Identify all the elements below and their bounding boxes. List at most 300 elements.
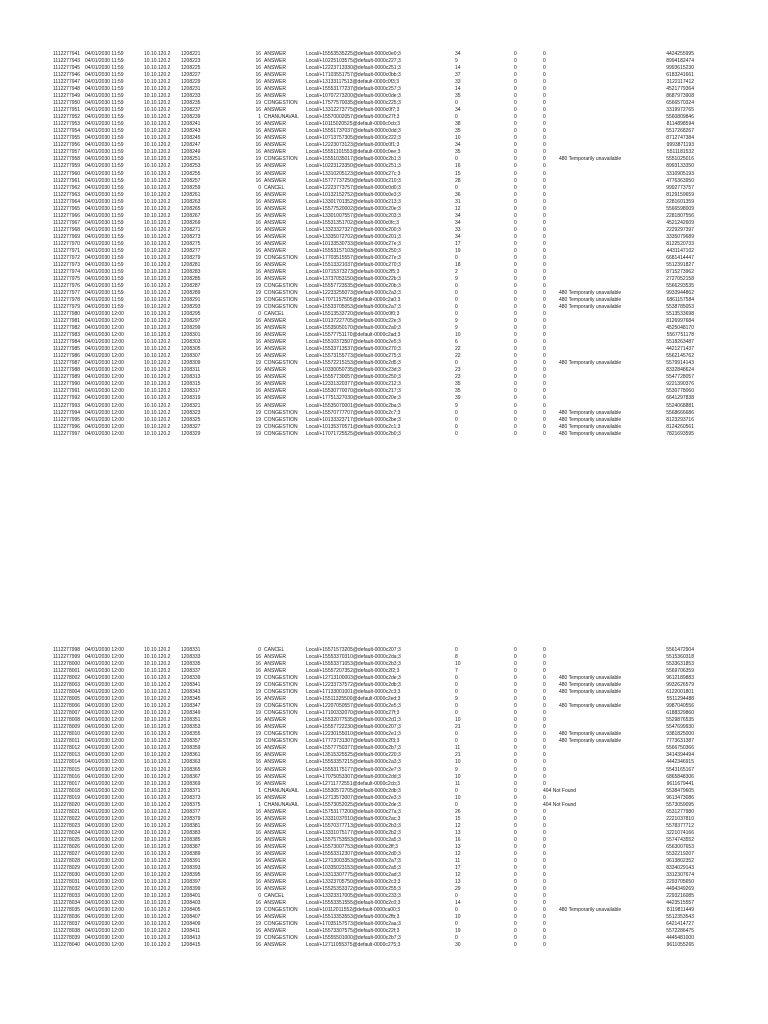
call-id-cell: 1112278026 — [53, 843, 81, 850]
disposition-status-cell: ANSWER — [264, 886, 286, 893]
disposition-status-cell: ANSWER — [264, 72, 286, 79]
ip-address-cell: 10.10.120.2 — [144, 332, 171, 339]
flag-b-cell: 404 Not Found — [543, 787, 577, 794]
phone-number-cell: 4521242609 — [666, 219, 694, 226]
flag-a-cell: 0 — [514, 402, 517, 409]
flag-a-cell: 0 — [514, 787, 517, 794]
flag-b-cell: 0 — [543, 914, 546, 921]
duration-cell: 0 — [455, 647, 458, 653]
sequence-id-cell: 1208365 — [181, 766, 201, 773]
phone-number-cell: 5568666686 — [666, 409, 694, 416]
disposition-status-cell: ANSWER — [264, 247, 286, 254]
ip-address-cell: 10.10.120.2 — [144, 745, 171, 752]
reason-cell: 480 Temporarily unavailable — [559, 689, 622, 696]
disposition-code-cell: 16 — [255, 177, 261, 184]
disposition-code-cell: 19 — [255, 703, 261, 710]
disposition-code-cell: 19 — [255, 675, 261, 682]
disposition-code-cell: 16 — [255, 275, 261, 282]
sequence-id-cell: 1208389 — [181, 850, 201, 857]
flag-a-cell: 0 — [514, 325, 517, 332]
call-id-cell: 1112278007 — [53, 710, 81, 717]
call-id-cell: 1112277953 — [53, 121, 81, 128]
sequence-id-cell: 1208231 — [181, 86, 201, 93]
flag-a-cell: 0 — [514, 675, 517, 682]
channel-cell: Local/+13737053150@default-0000c22b;3 — [306, 275, 401, 282]
channel-cell: Local/+12233737572@default-0000c2db;3 — [306, 682, 401, 689]
call-id-cell: 1112277948 — [53, 86, 81, 93]
flag-b-cell: 0 — [543, 100, 546, 107]
datetime-cell: 04/01/2030 12:00 — [85, 787, 124, 794]
phone-number-cell: 3221074166 — [666, 829, 694, 836]
flag-b-cell: 0 — [543, 766, 546, 773]
duration-cell: 0 — [455, 689, 458, 696]
phone-number-cell: 9987040556 — [666, 703, 694, 710]
duration-cell: 0 — [455, 921, 458, 928]
flag-b-cell: 0 — [543, 689, 546, 696]
sequence-id-cell: 1208253 — [181, 163, 201, 170]
channel-cell: Local/+15535070001@default-0000c2ba;3 — [306, 402, 401, 409]
channel-cell: Local/+15533713537@default-0000c270;3 — [306, 346, 401, 353]
ip-address-cell: 10.10.120.2 — [144, 815, 171, 822]
flag-b-cell: 0 — [543, 416, 546, 423]
channel-cell: Local/+13133117513@default-0000c0f3;3 — [306, 79, 399, 86]
channel-cell: Local/+13323327327@default-0000c200;3 — [306, 226, 401, 233]
flag-b-cell: 0 — [543, 430, 546, 437]
channel-cell: Local/+10112011552@default-0000ca00;3 — [306, 907, 400, 914]
flag-a-cell: 0 — [514, 121, 517, 128]
disposition-code-cell: 0 — [258, 647, 261, 653]
datetime-cell: 04/01/2030 11:59 — [85, 79, 124, 86]
call-id-cell: 1112278023 — [53, 822, 81, 829]
disposition-status-cell: ANSWER — [264, 829, 286, 836]
duration-cell: 0 — [455, 710, 458, 717]
phone-number-cell: 8993133350 — [666, 163, 694, 170]
channel-cell: Local/+17133001001@default-0000c2c3;3 — [306, 689, 401, 696]
ip-address-cell: 10.10.120.2 — [144, 100, 171, 107]
duration-cell: 35 — [455, 128, 461, 135]
disposition-status-cell: ANSWER — [264, 177, 286, 184]
datetime-cell: 04/01/2030 11:59 — [85, 233, 124, 240]
phone-number-cell: 5524068881 — [666, 402, 694, 409]
flag-a-cell: 0 — [514, 205, 517, 212]
phone-number-cell: 2229297397 — [666, 226, 694, 233]
call-id-cell: 1112277987 — [53, 360, 81, 367]
phone-number-cell: 5561472904 — [666, 647, 694, 653]
phone-number-cell: 8687973908 — [666, 93, 694, 100]
duration-cell: 9 — [455, 318, 458, 325]
duration-cell: 39 — [455, 395, 461, 402]
disposition-code-cell: 16 — [255, 233, 261, 240]
disposition-code-cell: 16 — [255, 240, 261, 247]
channel-cell: Local/+17075053307@default-0000c2dd;3 — [306, 773, 401, 780]
datetime-cell: 04/01/2030 11:59 — [85, 275, 124, 282]
call-id-cell: 1112278012 — [53, 745, 81, 752]
phone-number-cell: 8124260561 — [666, 423, 694, 430]
reason-cell: 480 Temporarily unavailable — [559, 703, 622, 710]
duration-cell: 12 — [455, 205, 461, 212]
reason-cell: 480 Temporarily unavailable — [559, 675, 622, 682]
call-id-cell: 1112277978 — [53, 297, 81, 304]
ip-address-cell: 10.10.120.2 — [144, 177, 171, 184]
sequence-id-cell: 1208343 — [181, 689, 201, 696]
call-id-cell: 1112278005 — [53, 696, 81, 703]
ip-address-cell: 10.10.120.2 — [144, 51, 171, 57]
call-id-cell: 1112277958 — [53, 156, 81, 163]
flag-a-cell: 0 — [514, 766, 517, 773]
channel-cell: Local/+15577750377@default-0000c2b7;3 — [306, 745, 401, 752]
datetime-cell: 04/01/2030 12:00 — [85, 928, 124, 935]
channel-cell: Local/+15557722230@default-0000c207;3 — [306, 724, 401, 731]
disposition-status-cell: ANSWER — [264, 766, 286, 773]
duration-cell: 34 — [455, 51, 461, 57]
disposition-status-cell: ANSWER — [264, 900, 286, 907]
sequence-id-cell: 1208379 — [181, 815, 201, 822]
disposition-code-cell: 16 — [255, 914, 261, 921]
ip-address-cell: 10.10.120.2 — [144, 878, 171, 885]
sequence-id-cell: 1208245 — [181, 135, 201, 142]
disposition-status-cell: CONGESTION — [264, 675, 298, 682]
flag-b-cell: 0 — [543, 794, 546, 801]
flag-b-cell: 0 — [543, 675, 546, 682]
disposition-code-cell: 19 — [255, 282, 261, 289]
sequence-id-cell: 1208335 — [181, 661, 201, 668]
disposition-code-cell: 16 — [255, 247, 261, 254]
sequence-id-cell: 1208229 — [181, 79, 201, 86]
channel-cell: Local/+13301701352@default-0000c213;3 — [306, 198, 401, 205]
sequence-id-cell: 1208221 — [181, 51, 201, 57]
datetime-cell: 04/01/2030 11:59 — [85, 58, 124, 65]
disposition-code-cell: 19 — [255, 921, 261, 928]
disposition-status-cell: ANSWER — [264, 212, 286, 219]
flag-a-cell: 0 — [514, 864, 517, 871]
duration-cell: 9 — [455, 766, 458, 773]
disposition-status-cell: ANSWER — [264, 850, 286, 857]
call-id-cell: 1112278034 — [53, 900, 81, 907]
disposition-status-cell: CONGESTION — [264, 290, 298, 297]
disposition-status-cell: ANSWER — [264, 226, 286, 233]
ip-address-cell: 10.10.120.2 — [144, 654, 171, 661]
flag-a-cell: 0 — [514, 815, 517, 822]
phone-number-cell: 3414394494 — [666, 752, 694, 759]
disposition-code-cell: 16 — [255, 72, 261, 79]
disposition-status-cell: ANSWER — [264, 381, 286, 388]
sequence-id-cell: 1208303 — [181, 339, 201, 346]
datetime-cell: 04/01/2030 11:59 — [85, 107, 124, 114]
flag-a-cell: 0 — [514, 745, 517, 752]
phone-number-cell: 5517268267 — [666, 128, 694, 135]
duration-cell: 34 — [455, 107, 461, 114]
flag-a-cell: 0 — [514, 423, 517, 430]
datetime-cell: 04/01/2030 12:00 — [85, 836, 124, 843]
disposition-status-cell: ANSWER — [264, 794, 286, 801]
channel-cell: Local/+15557730057@default-0000c250;3 — [306, 374, 401, 381]
duration-cell: 23 — [455, 367, 461, 374]
flag-b-cell: 0 — [543, 717, 546, 724]
channel-cell: Local/+12230155010@default-0000c2e1;3 — [306, 731, 401, 738]
call-id-cell: 1112277956 — [53, 142, 81, 149]
sequence-id-cell: 1208367 — [181, 773, 201, 780]
phone-number-cell: 4525048170 — [666, 325, 694, 332]
duration-cell: 9 — [455, 275, 458, 282]
flag-b-cell: 0 — [543, 864, 546, 871]
flag-a-cell: 0 — [514, 198, 517, 205]
flag-a-cell: 0 — [514, 86, 517, 93]
disposition-status-cell: ANSWER — [264, 745, 286, 752]
flag-b-cell: 0 — [543, 836, 546, 843]
sequence-id-cell: 1208293 — [181, 304, 201, 311]
disposition-code-cell: 1 — [258, 114, 261, 121]
reason-cell: 480 Temporarily unavailable — [559, 360, 622, 367]
flag-a-cell: 0 — [514, 170, 517, 177]
datetime-cell: 04/01/2030 12:00 — [85, 388, 124, 395]
duration-cell: 38 — [455, 121, 461, 128]
disposition-status-cell: CONGESTION — [264, 689, 298, 696]
disposition-status-cell: ANSWER — [264, 864, 286, 871]
sequence-id-cell: 1208381 — [181, 822, 201, 829]
flag-b-cell: 0 — [543, 275, 546, 282]
duration-cell: 28 — [455, 177, 461, 184]
call-id-cell: 1112277983 — [53, 332, 81, 339]
channel-cell: Local/+15573307575@default-0000c22f;3 — [306, 928, 400, 935]
ip-address-cell: 10.10.120.2 — [144, 794, 171, 801]
channel-cell: Local/+15777737250@default-0000c210;3 — [306, 177, 401, 184]
disposition-code-cell: 16 — [255, 325, 261, 332]
flag-a-cell: 0 — [514, 395, 517, 402]
sequence-id-cell: 1208401 — [181, 893, 201, 900]
flag-a-cell: 0 — [514, 871, 517, 878]
duration-cell: 0 — [455, 304, 458, 311]
disposition-code-cell: 16 — [255, 402, 261, 409]
sequence-id-cell: 1208299 — [181, 325, 201, 332]
disposition-code-cell: 19 — [255, 409, 261, 416]
datetime-cell: 04/01/2030 12:00 — [85, 332, 124, 339]
duration-cell: 37 — [455, 72, 461, 79]
phone-number-cell: 5513533698 — [666, 311, 694, 318]
datetime-cell: 04/01/2030 11:59 — [85, 240, 124, 247]
sequence-id-cell: 1208291 — [181, 297, 201, 304]
flag-a-cell: 0 — [514, 752, 517, 759]
ip-address-cell: 10.10.120.2 — [144, 254, 171, 261]
flag-a-cell: 0 — [514, 219, 517, 226]
call-id-cell: 1112277991 — [53, 388, 81, 395]
flag-a-cell: 0 — [514, 226, 517, 233]
duration-cell: 34 — [455, 219, 461, 226]
disposition-status-cell: ANSWER — [264, 857, 286, 864]
duration-cell: 10 — [455, 773, 461, 780]
call-id-cell: 1112277959 — [53, 163, 81, 170]
flag-a-cell: 0 — [514, 275, 517, 282]
duration-cell: 19 — [455, 247, 461, 254]
disposition-status-cell: ANSWER — [264, 843, 286, 850]
sequence-id-cell: 1208357 — [181, 738, 201, 745]
sequence-id-cell: 1208319 — [181, 395, 201, 402]
flag-b-cell: 0 — [543, 738, 546, 745]
disposition-code-cell: 16 — [255, 857, 261, 864]
datetime-cell: 04/01/2030 12:00 — [85, 311, 124, 318]
ip-address-cell: 10.10.120.2 — [144, 843, 171, 850]
flag-b-cell: 0 — [543, 205, 546, 212]
ip-address-cell: 10.10.120.2 — [144, 212, 171, 219]
channel-cell: Local/+10225103575@default-0000c227;3 — [306, 58, 401, 65]
channel-cell: Local/+10133323717@default-0000c2be;3 — [306, 416, 401, 423]
ip-address-cell: 10.10.120.2 — [144, 142, 171, 149]
disposition-code-cell: 16 — [255, 843, 261, 850]
sequence-id-cell: 1208269 — [181, 219, 201, 226]
flag-a-cell: 0 — [514, 93, 517, 100]
disposition-status-cell: ANSWER — [264, 696, 286, 703]
ip-address-cell: 10.10.120.2 — [144, 170, 171, 177]
channel-cell: Local/+17577570035@default-0000c225;3 — [306, 100, 401, 107]
call-id-cell: 1112277975 — [53, 275, 81, 282]
ip-address-cell: 10.10.120.2 — [144, 128, 171, 135]
disposition-code-cell: 16 — [255, 65, 261, 72]
datetime-cell: 04/01/2030 11:59 — [85, 219, 124, 226]
channel-cell: Local/+17103551757@default-0000c0bb;3 — [306, 72, 401, 79]
disposition-code-cell: 19 — [255, 290, 261, 297]
flag-a-cell: 0 — [514, 149, 517, 156]
phone-number-cell: 5511294488 — [666, 696, 694, 703]
disposition-status-cell: ANSWER — [264, 149, 286, 156]
phone-number-cell: 5529876535 — [666, 717, 694, 724]
flag-b-cell: 0 — [543, 268, 546, 275]
flag-b-cell: 0 — [543, 900, 546, 907]
duration-cell: 16 — [455, 836, 461, 843]
channel-cell: Local/+15510373507@default-0000c2e5;3 — [306, 339, 401, 346]
ip-address-cell: 10.10.120.2 — [144, 367, 171, 374]
phone-number-cell: 5530778060 — [666, 388, 694, 395]
disposition-status-cell: ANSWER — [264, 395, 286, 402]
ip-address-cell: 10.10.120.2 — [144, 86, 171, 93]
datetime-cell: 04/01/2030 12:00 — [85, 360, 124, 367]
sequence-id-cell: 1208247 — [181, 142, 201, 149]
disposition-status-cell: ANSWER — [264, 142, 286, 149]
ip-address-cell: 10.10.120.2 — [144, 325, 171, 332]
flag-b-cell: 0 — [543, 710, 546, 717]
flag-b-cell: 0 — [543, 871, 546, 878]
phone-number-cell: 5538785053 — [666, 304, 694, 311]
ip-address-cell: 10.10.120.2 — [144, 416, 171, 423]
sequence-id-cell: 1208373 — [181, 794, 201, 801]
duration-cell: 0 — [455, 311, 458, 318]
disposition-code-cell: 16 — [255, 170, 261, 177]
disposition-status-cell: CANCEL — [264, 893, 285, 900]
channel-cell: Local/+15551035017@default-0000c2b1;3 — [306, 156, 401, 163]
duration-cell: 12 — [455, 871, 461, 878]
channel-cell: Local/+15553312307@default-0000c2d0;3 — [306, 850, 401, 857]
sequence-id-cell: 1208385 — [181, 836, 201, 843]
datetime-cell: 04/01/2030 12:00 — [85, 696, 124, 703]
disposition-code-cell: 16 — [255, 121, 261, 128]
disposition-status-cell: ANSWER — [264, 58, 286, 65]
flag-b-cell: 0 — [543, 682, 546, 689]
phone-number-cell: 4445481000 — [666, 935, 694, 942]
call-id-cell: 1112277945 — [53, 65, 81, 72]
duration-cell: 17 — [455, 864, 461, 871]
disposition-code-cell: 16 — [255, 346, 261, 353]
phone-number-cell: 4776363950 — [666, 177, 694, 184]
phone-number-cell: 5533631853 — [666, 661, 694, 668]
channel-cell: Local/+15525353372@default-0000c255;3 — [306, 886, 401, 893]
datetime-cell: 04/01/2030 11:59 — [85, 72, 124, 79]
disposition-status-cell: CONGESTION — [264, 430, 298, 437]
channel-cell: Local/+15555501000@default-0000c2b7;3 — [306, 935, 401, 942]
channel-cell: Local/+12331320377@default-0000c212;3 — [306, 381, 401, 388]
disposition-status-cell: ANSWER — [264, 233, 286, 240]
phone-number-cell: 8712747384 — [666, 135, 694, 142]
flag-a-cell: 0 — [514, 156, 517, 163]
datetime-cell: 04/01/2030 12:00 — [85, 416, 124, 423]
sequence-id-cell: 1208223 — [181, 58, 201, 65]
duration-cell: 14 — [455, 86, 461, 93]
channel-cell: Local/+15553357215@default-0000c2a3;3 — [306, 759, 401, 766]
ip-address-cell: 10.10.120.2 — [144, 205, 171, 212]
flag-b-cell: 0 — [543, 58, 546, 65]
disposition-code-cell: 16 — [255, 815, 261, 822]
flag-a-cell: 0 — [514, 654, 517, 661]
channel-cell: Local/+10707273200@default-0000c0de;3 — [306, 93, 401, 100]
duration-cell: 36 — [455, 191, 461, 198]
call-id-cell: 1112278011 — [53, 738, 80, 745]
duration-cell: 2 — [455, 268, 458, 275]
channel-cell: Local/+15577751170@default-0000c2ad;3 — [306, 332, 401, 339]
duration-cell: 30 — [455, 942, 461, 949]
flag-b-cell: 0 — [543, 226, 546, 233]
disposition-code-cell: 16 — [255, 759, 261, 766]
ip-address-cell: 10.10.120.2 — [144, 808, 171, 815]
disposition-code-cell: 16 — [255, 381, 261, 388]
ip-address-cell: 10.10.120.2 — [144, 886, 171, 893]
sequence-id-cell: 1208369 — [181, 780, 201, 787]
reason-cell: 480 Temporarily unavailable — [559, 156, 622, 163]
flag-b-cell: 0 — [543, 759, 546, 766]
channel-cell: Local/+15577520002@default-0000c20e;3 — [306, 205, 401, 212]
call-id-cell: 1112277943 — [53, 58, 81, 65]
phone-number-cell: 2281807556 — [666, 212, 694, 219]
disposition-status-cell: ANSWER — [264, 51, 286, 57]
datetime-cell: 04/01/2030 12:00 — [85, 689, 124, 696]
sequence-id-cell: 1208377 — [181, 808, 201, 815]
ip-address-cell: 10.10.120.2 — [144, 829, 171, 836]
disposition-code-cell: 16 — [255, 766, 261, 773]
datetime-cell: 04/01/2030 12:00 — [85, 409, 124, 416]
flag-b-cell: 0 — [543, 857, 546, 864]
ip-address-cell: 10.10.120.2 — [144, 198, 171, 205]
flag-b-cell: 0 — [543, 409, 546, 416]
sequence-id-cell: 1208339 — [181, 675, 201, 682]
ip-address-cell: 10.10.120.2 — [144, 191, 171, 198]
call-id-cell: 1112277986 — [53, 353, 81, 360]
channel-cell: Local/+13335072702@default-0000c201;3 — [306, 233, 401, 240]
flag-a-cell: 0 — [514, 247, 517, 254]
duration-cell: 0 — [455, 907, 458, 914]
duration-cell: 26 — [455, 808, 461, 815]
disposition-code-cell: 19 — [255, 738, 261, 745]
sequence-id-cell: 1208353 — [181, 724, 201, 731]
disposition-code-cell: 16 — [255, 142, 261, 149]
call-id-cell: 1112277981 — [53, 318, 81, 325]
flag-a-cell: 0 — [514, 759, 517, 766]
phone-number-cell: 5512353543 — [666, 914, 694, 921]
sequence-id-cell: 1208315 — [181, 381, 201, 388]
duration-cell: 0 — [455, 801, 458, 808]
datetime-cell: 04/01/2030 12:00 — [85, 339, 124, 346]
call-id-cell: 1112277962 — [53, 184, 81, 191]
channel-cell: Local/+15571573205@default-0000c207;3 — [306, 647, 401, 653]
call-id-cell: 1112277997 — [53, 430, 81, 437]
channel-cell: Local/+15533705053@default-0000c2a7;3 — [306, 304, 401, 311]
ip-address-cell: 10.10.120.2 — [144, 893, 171, 900]
duration-cell: 33 — [455, 226, 461, 233]
